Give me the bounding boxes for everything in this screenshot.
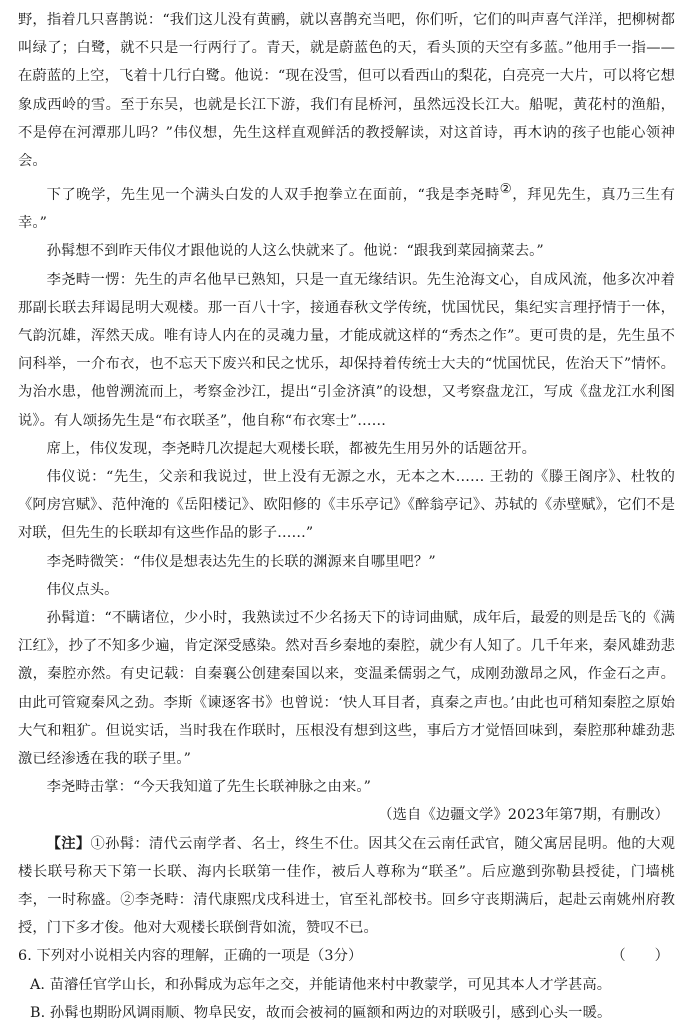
- footnote-mark-2: ②: [499, 181, 513, 198]
- question-stem: 6. 下列对小说相关内容的理解，正确的一项是（3分）: [18, 948, 363, 965]
- paragraph-1: 野，指着几只喜鹊说：“我们这儿没有黄鹂，就以喜鹊充当吧，你们听，它们的叫声喜气洋洋，把柳树都叫绿了；白鹭，就不只是一行两行了。青天，就是蔚蓝色的天，看头顶的天空有多蓝。”他用手一指——在蔚蓝的上空，飞着十几行白鹭。他说：“现在没雪，但可以看西山的梨花，白亮亮一大片，可以将它想象成西岭的雪。至于东吴，也就是长江下游，我们有昆桥河，虽然远没长江大。船呢，黄花村的渔船，不是停在河潭那儿吗？”伟仪想，先生这样直观鲜活的教授解读，对这首诗，再木讷的孩子也能心领神会。: [18, 12, 675, 170]
- annotation-note: [18, 830, 675, 943]
- paragraph-5: 席上，伟仪发现，李尧畤几次提起大观楼长联，都被先生用另外的话题岔开。: [46, 440, 537, 457]
- option-a[interactable]: A. 苗濬任官学山长，和孙髯成为忘年之交，并能请他来村中教蒙学，可见其本人才学甚高。: [30, 976, 612, 993]
- paragraph-4: 李尧畤一愣：先生的声名他早已熟知，只是一直无缘结识。先生沧海文心，自成风流，他多次冲着那副长联去拜谒昆明大观楼。那一百八十字，接通春秋文学传统，忧国忧民，集纪实言理抒情于一体，气韵沉雄，浑然天成。唯有诗人内在的灵魂力量，才能成就这样的“秀杰之作”。更可贵的是，先生虽不问科举，一介布衣，也不忘天下废兴和民之忧乐，却保持着传统士大夫的“忧国忧民，佐治天下”情怀。为治水患，他曾溯流而上，考察金沙江，提出“引金济滇”的设想，又考察盘龙江，写成《盘龙江水利图说》。有人颂扬先生是“布衣联圣”，他自称“布衣寒士”……: [18, 271, 675, 429]
- paragraph-6: 伟仪说：“先生，父亲和我说过，世上没有无源之水，无本之木…… 王勃的《滕王阁序》、杜牧的《阿房宫赋》、范仲淹的《岳阳楼记》、欧阳修的《丰乐亭记》《醉翁亭记》、苏轼的《赤壁赋》，它们不是对联，但先生的长联却有这些作品的影子……”: [18, 469, 675, 542]
- paragraph-7: 李尧畤微笑：“伟仪是想表达先生的长联的渊源来自哪里吧？”: [46, 553, 436, 570]
- note-text: ①孙髯：清代云南学者、名士，终生不仕。因其父在云南任武官，随父寓居昆明。他的大观楼长联号称天下第一长联、海内长联第一佳作，被后人尊称为“联圣”。后应邀到弥勒县授徒，门墙桃李，一时称盛。②李尧畤：清代康熙戊戌科进士，官至礼部校书。回乡守丧期满后，起赴云南姚州府教授，门下多才俊。他对大观楼长联倒背如流，赞叹不已。: [18, 835, 675, 937]
- paragraph-3: 孙髯想不到昨天伟仪才跟他说的人这么快就来了。他说：“跟我到菜园摘菜去。”: [46, 243, 544, 260]
- answer-blank[interactable]: （ ）: [611, 948, 669, 965]
- paragraph-8: 伟仪点头。: [46, 581, 119, 598]
- paragraph-10: 李尧畤击掌：“今天我知道了先生长联神脉之由来。”: [46, 779, 371, 796]
- paragraph-9: 孙髯道：“不瞒诸位，少小时，我熟读过不少名扬天下的诗词曲赋，成年后，最爱的则是岳飞的《满江红》，抄了不知多少遍，肯定深受感染。然对吾乡秦地的秦腔，就少有人知了。几千年来，秦风雄劲悲激，秦腔亦然。有史记载：自秦襄公创建秦国以来，变温柔儒弱之气，成刚劲激昂之风，作金石之声。由此可管窥秦风之劲。李斯《谏逐客书》也曾说：‘快人耳目者，真秦之声也。’由此也可稍知秦腔之原始大气和粗犷。但说实话，当时我在作联时，压根没有想到这些，事后方才觉悟回味到，秦腔那种雄劲悲激已经渗透在我的联子里。”: [18, 610, 675, 768]
- question-6: [18, 942, 675, 970]
- option-b[interactable]: B. 孙髯也期盼风调雨顺、物阜民安，故而会被祠的匾额和两边的对联吸引，感到心头一暖。: [30, 1004, 612, 1021]
- note-label: 【注】: [46, 835, 91, 852]
- paragraph-2: [18, 175, 675, 237]
- paragraph-2-text: 下了晚学，先生见一个满头白发的人双手抱拳立在面前，“我是李尧畤: [46, 186, 500, 203]
- paragraph-2-rest: ，拜见先生，真乃三生有幸。”: [18, 186, 676, 232]
- source-citation: （选自《边疆文学》2023年第7期，有删改）: [378, 807, 669, 824]
